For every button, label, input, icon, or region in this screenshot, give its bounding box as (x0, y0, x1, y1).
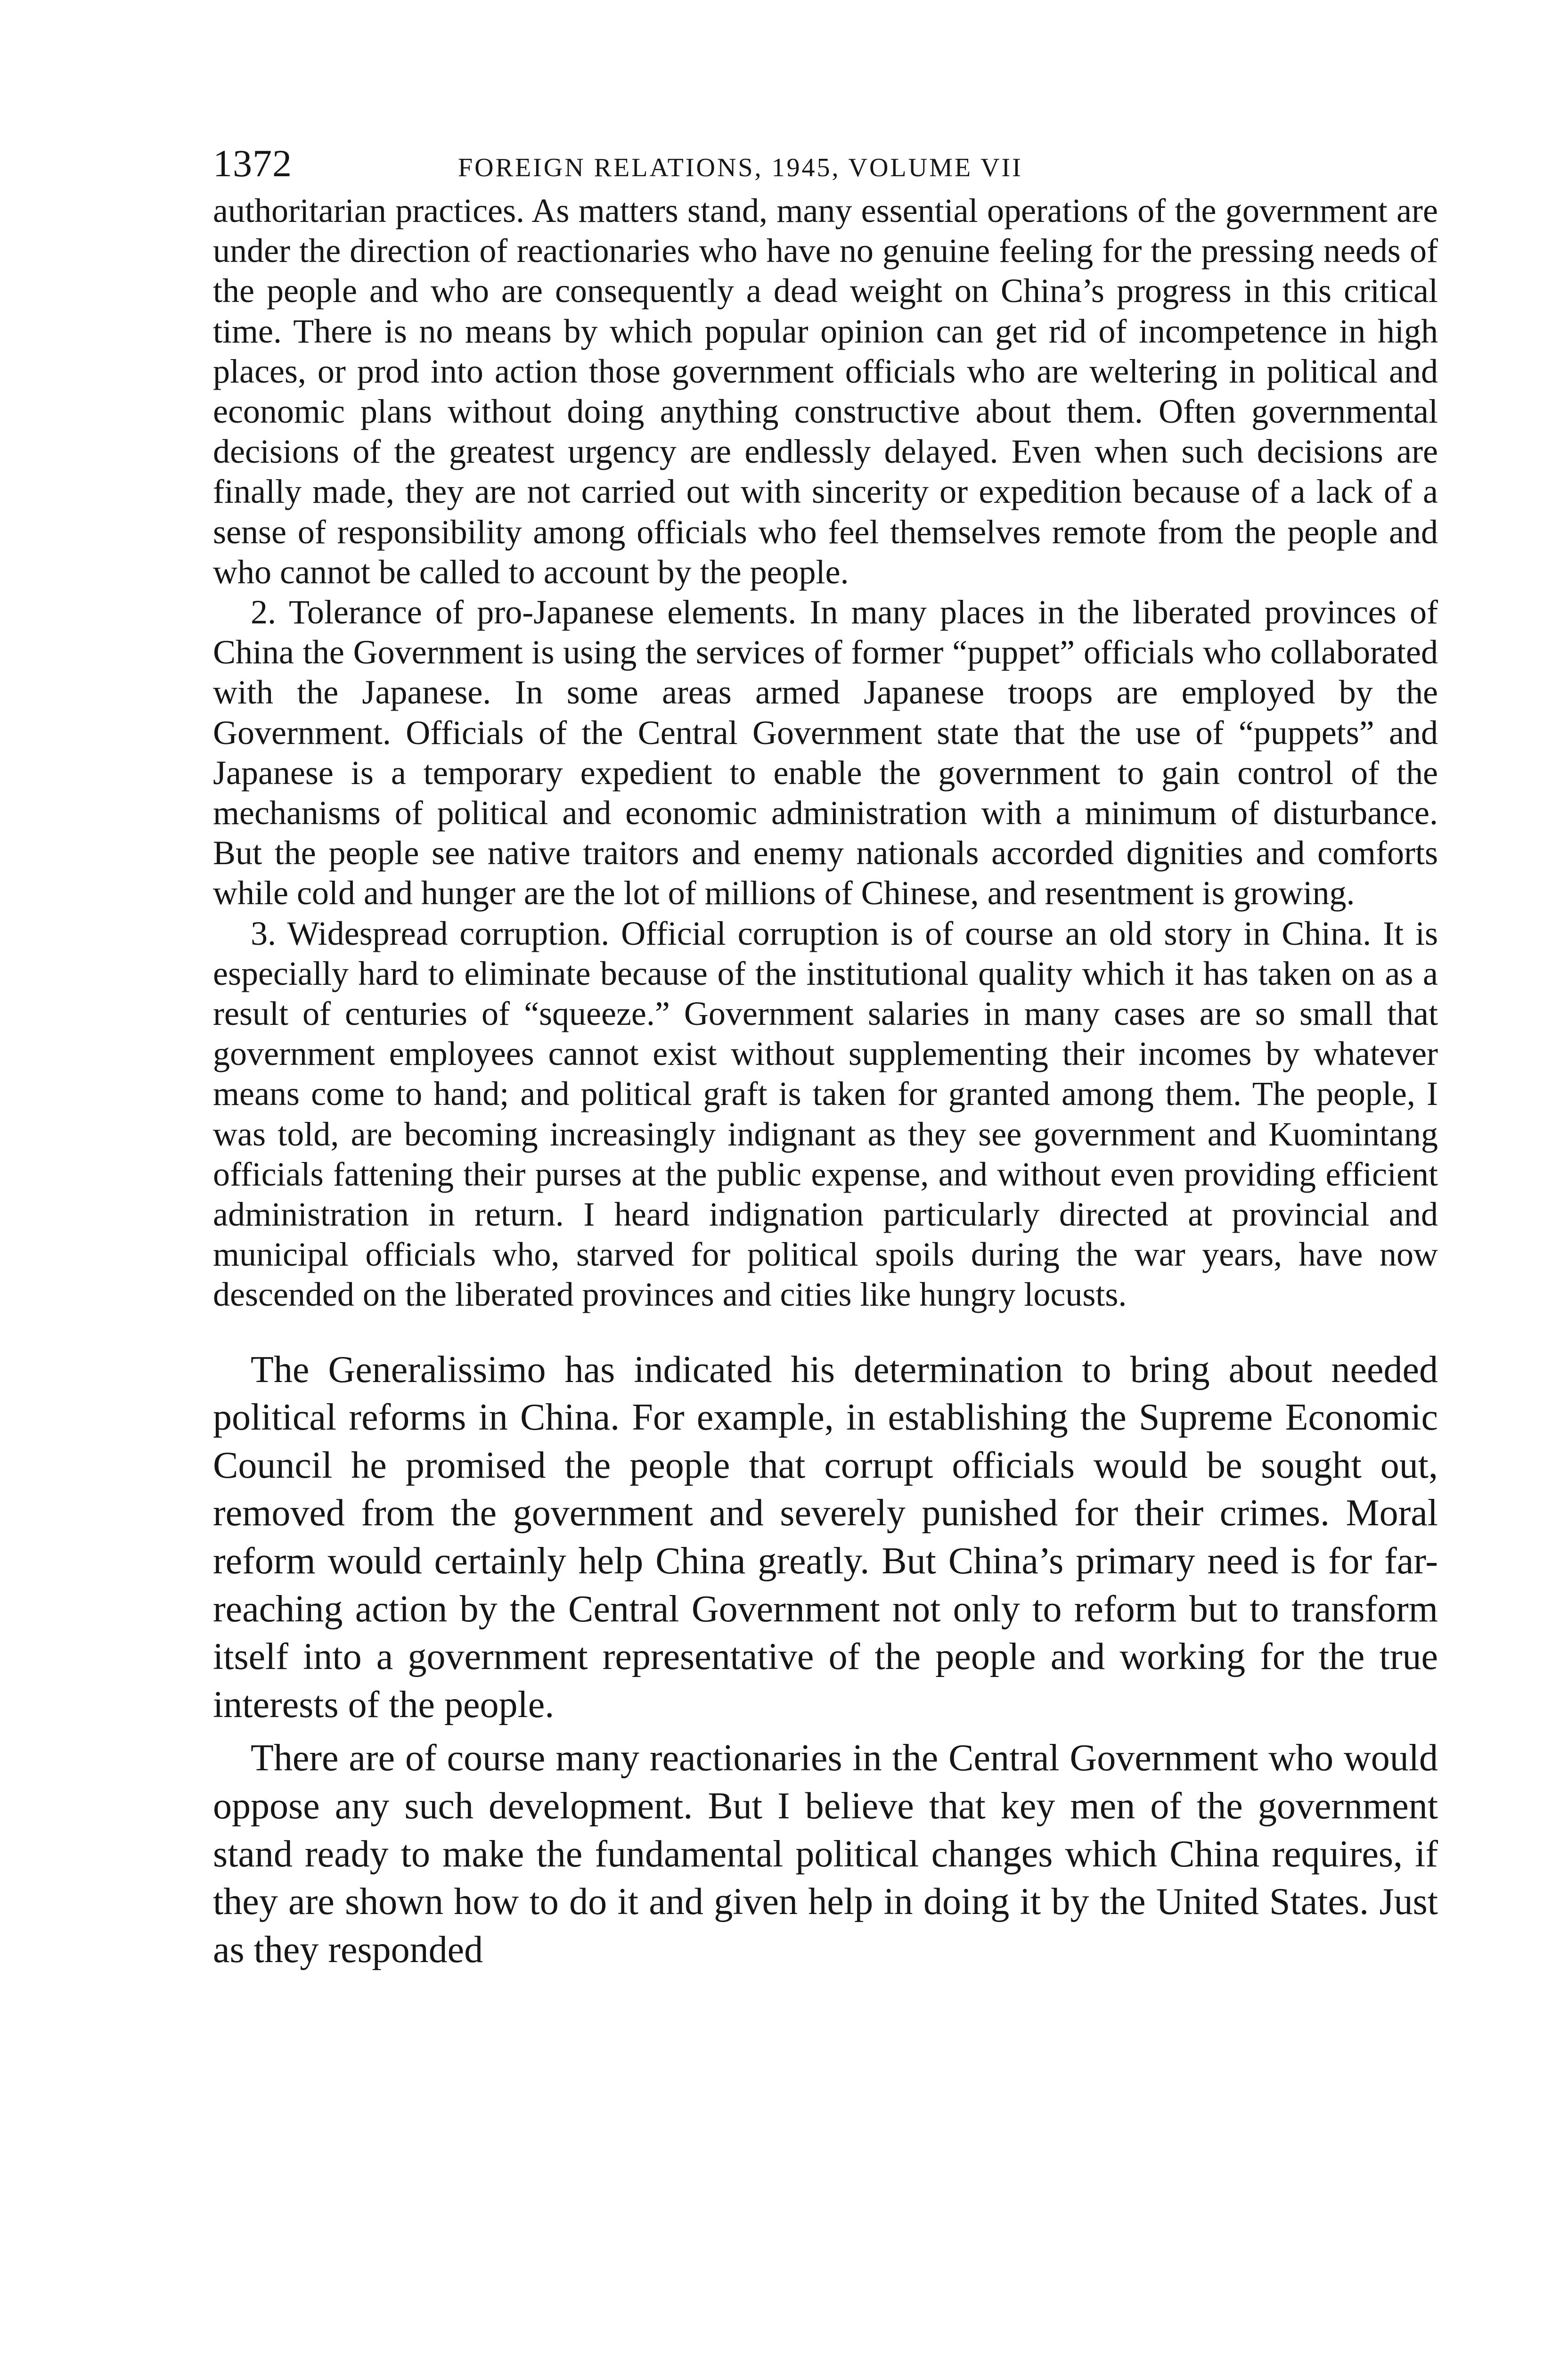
quote-item-pro-japanese-elements: 2. Tolerance of pro-Japanese elements. In many places in the liberated provinces of China the Government is using the services of former “puppet” officials who collaborated with the Japanese. In some areas armed Japanese troops are employed by the Government. Officials of the Central Government state that the use of “puppets” and Japanese is a temporary expedient to enable the government to gain control of the mechanisms of political and economic administration with a minimum of disturbance. But the people see native traitors and enemy nationals accorded dignities and comforts while cold and hunger are the lot of millions of Chinese, and resentment is growing. (213, 593, 1438, 912)
page-header (213, 141, 1438, 191)
quote-item-widespread-corruption: 3. Widespread corruption. Official corruption is of course an old story in China. It is especially hard to eliminate because of the institutional quality which it has taken on as a result of centuries of “squeeze.” Government salaries in many cases are so small that government employees cannot exist without supplementing their incomes by whatever means come to hand; and political graft is taken for granted among them. The people, I was told, are becoming increasingly indignant as they see government and Kuomintang officials fattening their purses at the public expense, and without even providing efficient administration in return. I heard indignation particularly directed at provincial and municipal officials who, starved for political spoils during the war years, have now descended on the liberated provinces and cities like hungry locusts. (213, 914, 1438, 1314)
body-text (213, 1346, 1438, 1974)
body-paragraph: There are of course many reactionaries in the Central Government who would oppose any such development. But I believe that key men of the government stand ready to make the fundamental political changes which China requires, if they are shown how to do it and given help in doing it by the United States. Just as they responded (213, 1737, 1438, 1971)
quote-continuation-paragraph: authoritarian practices. As matters stand, many essential operations of the government are under the direction of reactionaries who have no genuine feeling for the pressing needs of the people and who are consequently a dead weight on China’s progress in this critical time. There is no means by which popular opinion can get rid of incompetence in high places, or prod into action those government officials who are weltering in political and economic plans without doing anything constructive about them. Often governmental decisions of the greatest urgency are endlessly delayed. Even when such decisions are finally made, they are not carried out with sincerity or expedition because of a lack of a sense of responsibility among officials who feel themselves remote from the people and who cannot be called to account by the people. (213, 192, 1438, 591)
running-head: FOREIGN RELATIONS, 1945, VOLUME VII (458, 153, 1023, 182)
body-paragraph: The Generalissimo has indicated his determination to bring about needed political reforms in China. For example, in establishing the Supreme Economic Council he promised the people that corrupt officials would be sought out, removed from the government and severely punished for their crimes. Moral reform would certainly help China greatly. But China’s primary need is for far-reaching action by the Central Government not only to reform but to transform itself into a government representative of the people and working for the true interests of the people. (213, 1349, 1438, 1726)
page-number: 1372 (213, 142, 292, 185)
document-page (213, 141, 1438, 1980)
quoted-report (213, 191, 1438, 1315)
